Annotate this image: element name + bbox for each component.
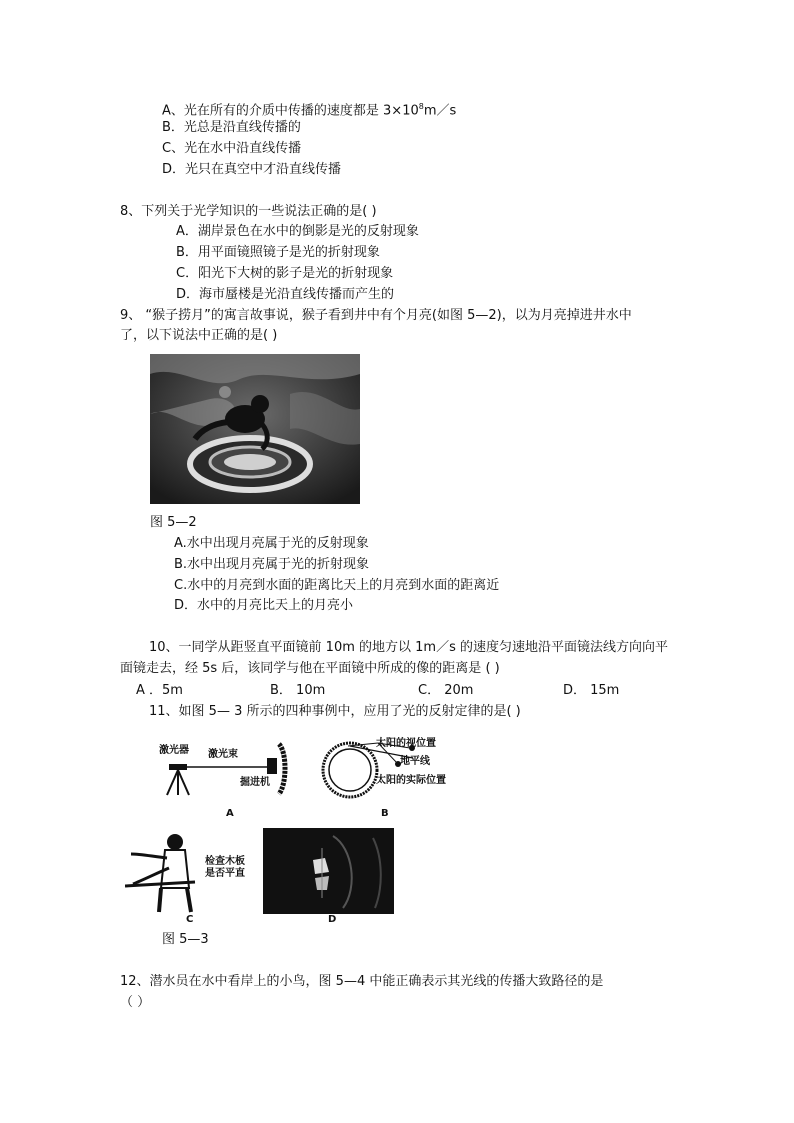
q8-stem: 8、下列关于光学知识的一些说法正确的是( ) bbox=[120, 204, 377, 219]
apparent-sun-label: 太阳的视位置 bbox=[376, 738, 436, 749]
q7-option-a: A、光在所有的介质中传播的速度都是 $3\times 10^8m/s$ bbox=[162, 102, 457, 119]
q8-option-a: A．湖岸景色在水中的倒影是光的反射现象 bbox=[176, 224, 419, 239]
fig-d-label: D bbox=[328, 914, 337, 925]
q11-stem: 11、如图 5— 3 所示的四种事例中，应用了光的反射定律的是( ) bbox=[149, 704, 521, 719]
q8-option-c: C．阳光下大树的影子是光的折射现象 bbox=[176, 266, 394, 281]
q12-stem-line2: （ ） bbox=[120, 995, 151, 1010]
q8-option-b: B．用平面镜照镜子是光的折射现象 bbox=[176, 245, 380, 260]
q9-option-a: A.水中出现月亮属于光的反射现象 bbox=[174, 536, 369, 551]
q10-option-b: B． 10m bbox=[270, 683, 326, 698]
board-check-line2: 是否平直 bbox=[205, 868, 245, 879]
fig-a-label: A bbox=[226, 808, 234, 819]
dark-photo-figure bbox=[263, 828, 394, 914]
q8-option-d: D．海市蜃楼是光沿直线传播而产生的 bbox=[176, 287, 395, 302]
q10-option-a: A ．5m bbox=[136, 683, 183, 698]
beam-label: 激光束 bbox=[208, 749, 238, 760]
fig-c-label: C bbox=[186, 914, 194, 925]
q7-option-d: D．光只在真空中才沿直线传播 bbox=[162, 162, 342, 177]
q9-stem-line1: 9、 “猴子捞月”的寓言故事说，猴子看到井中有个月亮(如图 5—2)，以为月亮掉进井水中 bbox=[120, 308, 632, 323]
monkey-well-figure bbox=[150, 354, 360, 504]
fig-5-3-caption: 图 5—3 bbox=[162, 932, 209, 947]
laser-label: 激光器 bbox=[159, 745, 189, 756]
q10-stem-line1: 10、一同学从距竖直平面镜前 10m 的地方以 1m／s 的速度匀速地沿平面镜法线方向向平 bbox=[149, 640, 668, 655]
horizon-label: 地平线 bbox=[400, 756, 430, 767]
q9-stem-line2: 了，以下说法中正确的是( ) bbox=[120, 328, 278, 343]
q9-option-b: B.水中出现月亮属于光的折射现象 bbox=[174, 557, 370, 572]
board-check-line1: 检查木板 bbox=[205, 856, 245, 867]
q7-option-c: C、光在水中沿直线传播 bbox=[162, 141, 302, 156]
q10-option-d: D． 15m bbox=[563, 683, 620, 698]
actual-sun-label: 太阳的实际位置 bbox=[376, 775, 446, 786]
fig-b-label: B bbox=[381, 808, 389, 819]
q12-stem-line1: 12、潜水员在水中看岸上的小鸟，图 5—4 中能正确表示其光线的传播大致路径的是 bbox=[120, 974, 604, 989]
q10-stem-line2: 面镜走去，经 5s 后，该同学与他在平面镜中所成的像的距离是 ( ) bbox=[120, 661, 500, 676]
fig-5-2-caption: 图 5—2 bbox=[150, 515, 197, 530]
q9-option-d: D．水中的月亮比天上的月亮小 bbox=[174, 598, 354, 613]
machine-label: 掘进机 bbox=[240, 777, 270, 788]
q9-option-c: C.水中的月亮到水面的距离比天上的月亮到水面的距离近 bbox=[174, 578, 500, 593]
q7-option-b: B．光总是沿直线传播的 bbox=[162, 120, 301, 135]
q10-option-c: C． 20m bbox=[418, 683, 474, 698]
